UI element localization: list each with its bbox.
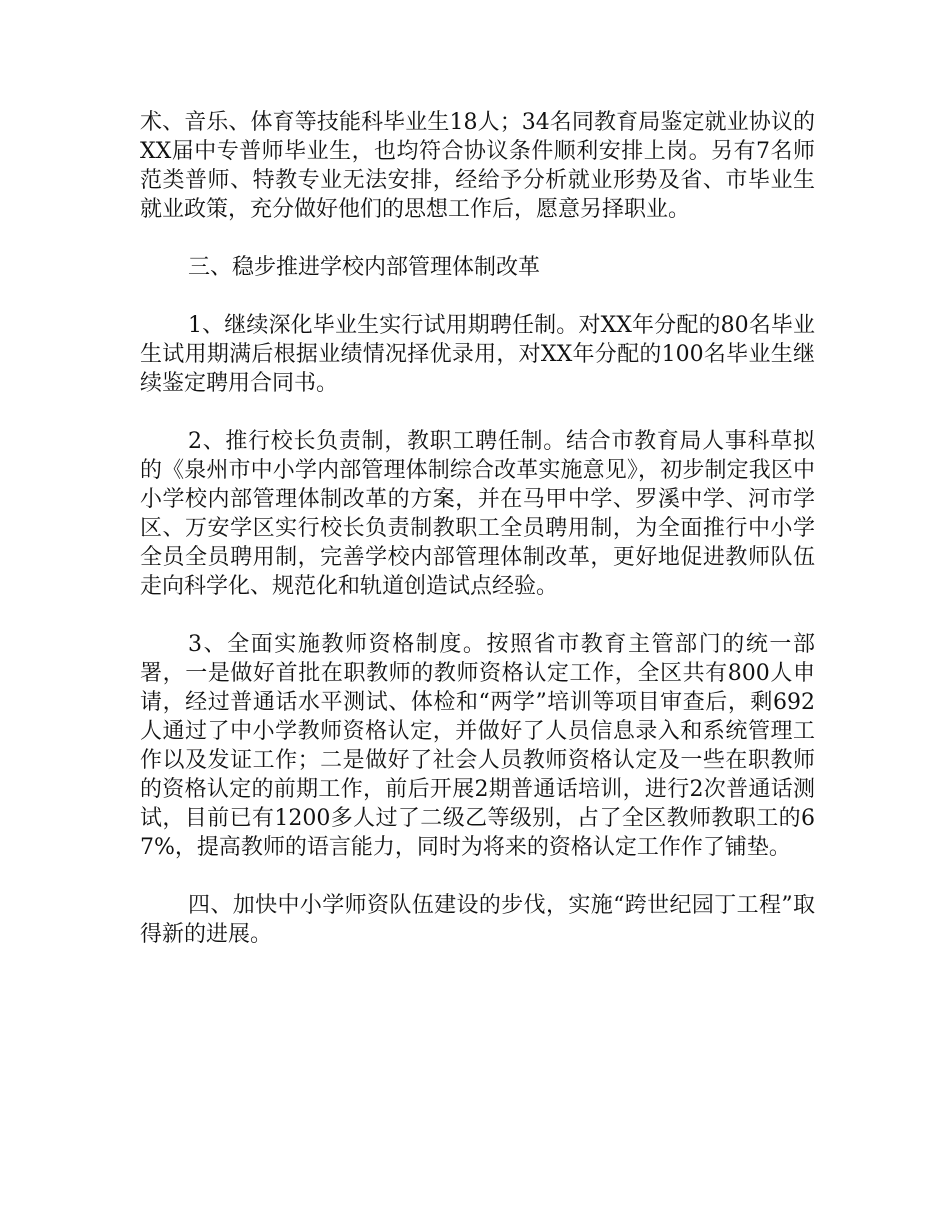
section-heading-3: 三、稳步推进学校内部管理体制改革	[188, 255, 541, 280]
paragraph-graduate-placement: 术、音乐、体育等技能科毕业生18人；34名同教育局鉴定就业协议的XX届中专普师毕业生，也均符合协议条件顺利安排上岗。另有7名师范类普师、特教专业无法安排，经给予分析就业形势及省、市毕业生就业政策，充分做好他们的思想工作后，愿意另择职业。	[140, 110, 815, 222]
paragraph-probation: 1、继续深化毕业生实行试用期聘任制。对XX年分配的80名毕业生试用期满后根据业绩情况择优录用，对XX年分配的100名毕业生继续鉴定聘用合同书。	[140, 313, 815, 396]
paragraph-teacher-qualification: 3、全面实施教师资格制度。按照省市教育主管部门的统一部署，一是做好首批在职教师的教师资格认定工作，全区共有800人申请，经过普通话水平测试、体检和“两学”培训等项目审查后，剩692人通过了中小学教师资格认定，并做好了人员信息录入和系统管理工作以及发证工作；二是做好了社会人员教师资格认定及一些在职教师的资格认定的前期工作，前后开展2期普通话培训，进行2次普通话测试，目前已有1200多人过了二级乙等级别，占了全区教师教职工的67%，提高教师的语言能力，同时为将来的资格认定工作作了铺垫。	[140, 632, 815, 860]
paragraph-principal-responsibility: 2、推行校长负责制，教职工聘任制。结合市教育局人事科草拟的《泉州市中小学内部管理体制综合改革实施意见》，初步制定我区中小学校内部管理体制改革的方案，并在马甲中学、罗溪中学、河市学区、万安学区实行校长负责制教职工全员聘用制，为全面推行中小学全员全员聘用制，完善学校内部管理体制改革，更好地促进教师队伍走向科学化、规范化和轨道创造试点经验。	[140, 429, 815, 599]
document-body	[140, 108, 815, 978]
section-heading-4: 四、加快中小学师资队伍建设的步伐，实施“跨世纪园丁工程”取得新的进展。	[140, 893, 815, 947]
